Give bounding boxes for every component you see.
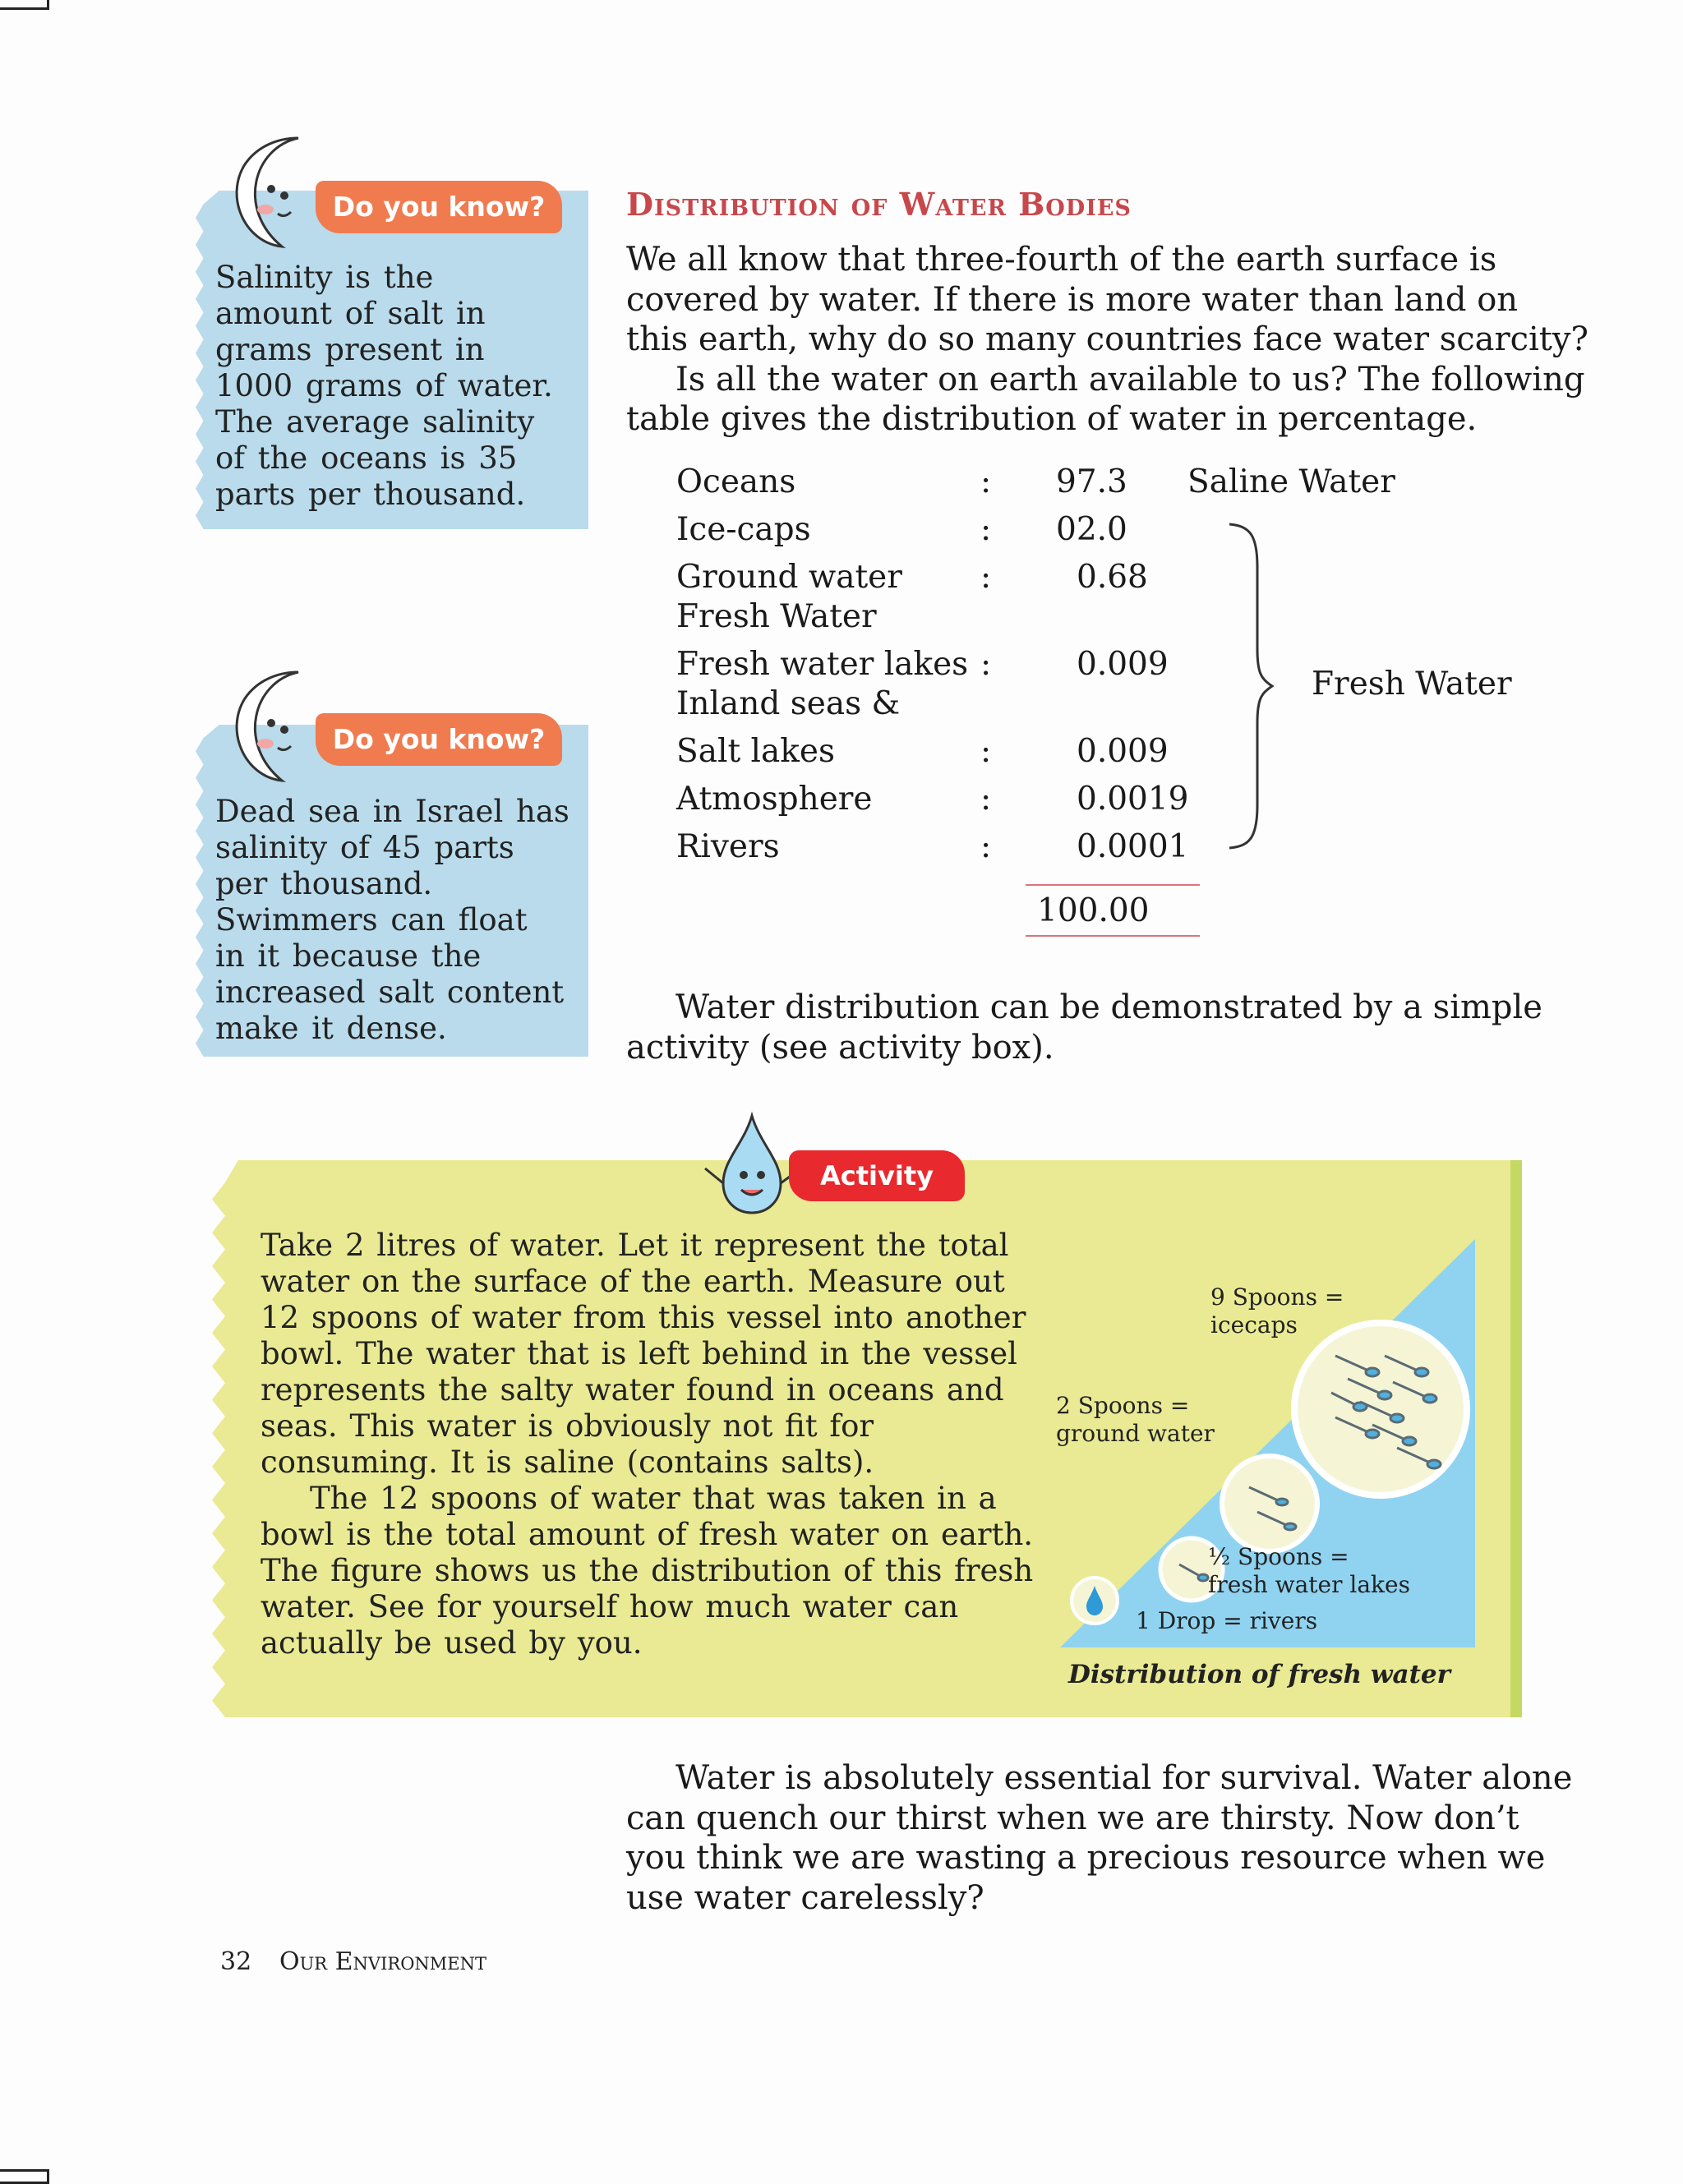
total-rule-top — [1026, 884, 1200, 886]
icecaps-bowl — [1294, 1323, 1467, 1495]
corner-mark-top — [0, 0, 49, 10]
label-fresh-water-lakes: ½ Spoons = fresh water lakes — [1208, 1543, 1410, 1598]
page-number: 32 — [220, 1947, 252, 1976]
closing-paragraph: Water is absolutely essential for survival. Water alone can quench our thirst when we are thirsty. Now don’t you think we are wasting a precious resource when we use water carelessly? — [626, 1759, 1573, 1917]
did-you-know-ribbon-1: Do you know? — [316, 181, 562, 233]
activity-box-stripe — [1510, 1160, 1522, 1717]
fresh-water-label: Fresh Water — [1312, 666, 1512, 703]
total-rule-bottom — [1026, 935, 1200, 937]
activity-text: Take 2 litres of water. Let it represent the total water on the surface of the earth. Measure out 12 spoons of water from this vessel into another bowl. The water that is left behind in the vessel represents the salty water found in oceans and seas. This water is obviously not fit for consuming. It is saline (contains salts). The 12 spoons of water that was taken in a bowl is the total amount of fresh water on earth. The figure shows us the distribution of this fresh water. See for yourself how much water can actually be used by you. — [261, 1228, 1034, 1661]
figure-caption: Distribution of fresh water — [1068, 1660, 1450, 1689]
fresh-water-brace — [1224, 518, 1274, 855]
book-title: Our Environment — [279, 1947, 486, 1976]
label-ground-water: 2 Spoons = ground water — [1056, 1392, 1215, 1447]
did-you-know-text-2: Dead sea in Israel has salinity of 45 parts per thousand. Swimmers can float in it because the increased salt content make it dense. — [215, 794, 569, 1046]
intro-paragraph: We all know that three-fourth of the earth surface is covered by water. If there is more water than land on this earth, why do so many countries face water scarcity? Is all the water on earth available to us? The following table gives the distribution of water in percentage. — [626, 241, 1588, 438]
section-heading: Distribution of Water Bodies — [626, 186, 1132, 223]
corner-mark-bottom — [0, 2169, 49, 2184]
ground-water-bowl — [1222, 1456, 1317, 1551]
activity-ribbon: Activity — [789, 1150, 965, 1201]
did-you-know-text-1: Salinity is the amount of salt in grams present in 1000 grams of water. The average salinity of the oceans is 35 parts per thousand. — [215, 260, 553, 512]
label-icecaps: 9 Spoons = icecaps — [1210, 1283, 1344, 1339]
saline-water-label: Saline Water — [1187, 463, 1395, 500]
did-you-know-ribbon-2: Do you know? — [316, 713, 562, 766]
label-rivers: 1 Drop = rivers — [1136, 1607, 1318, 1634]
after-table-paragraph: Water distribution can be demonstrated by a simple activity (see activity box). — [626, 988, 1542, 1067]
table-total: 100.00 — [1037, 892, 1150, 929]
